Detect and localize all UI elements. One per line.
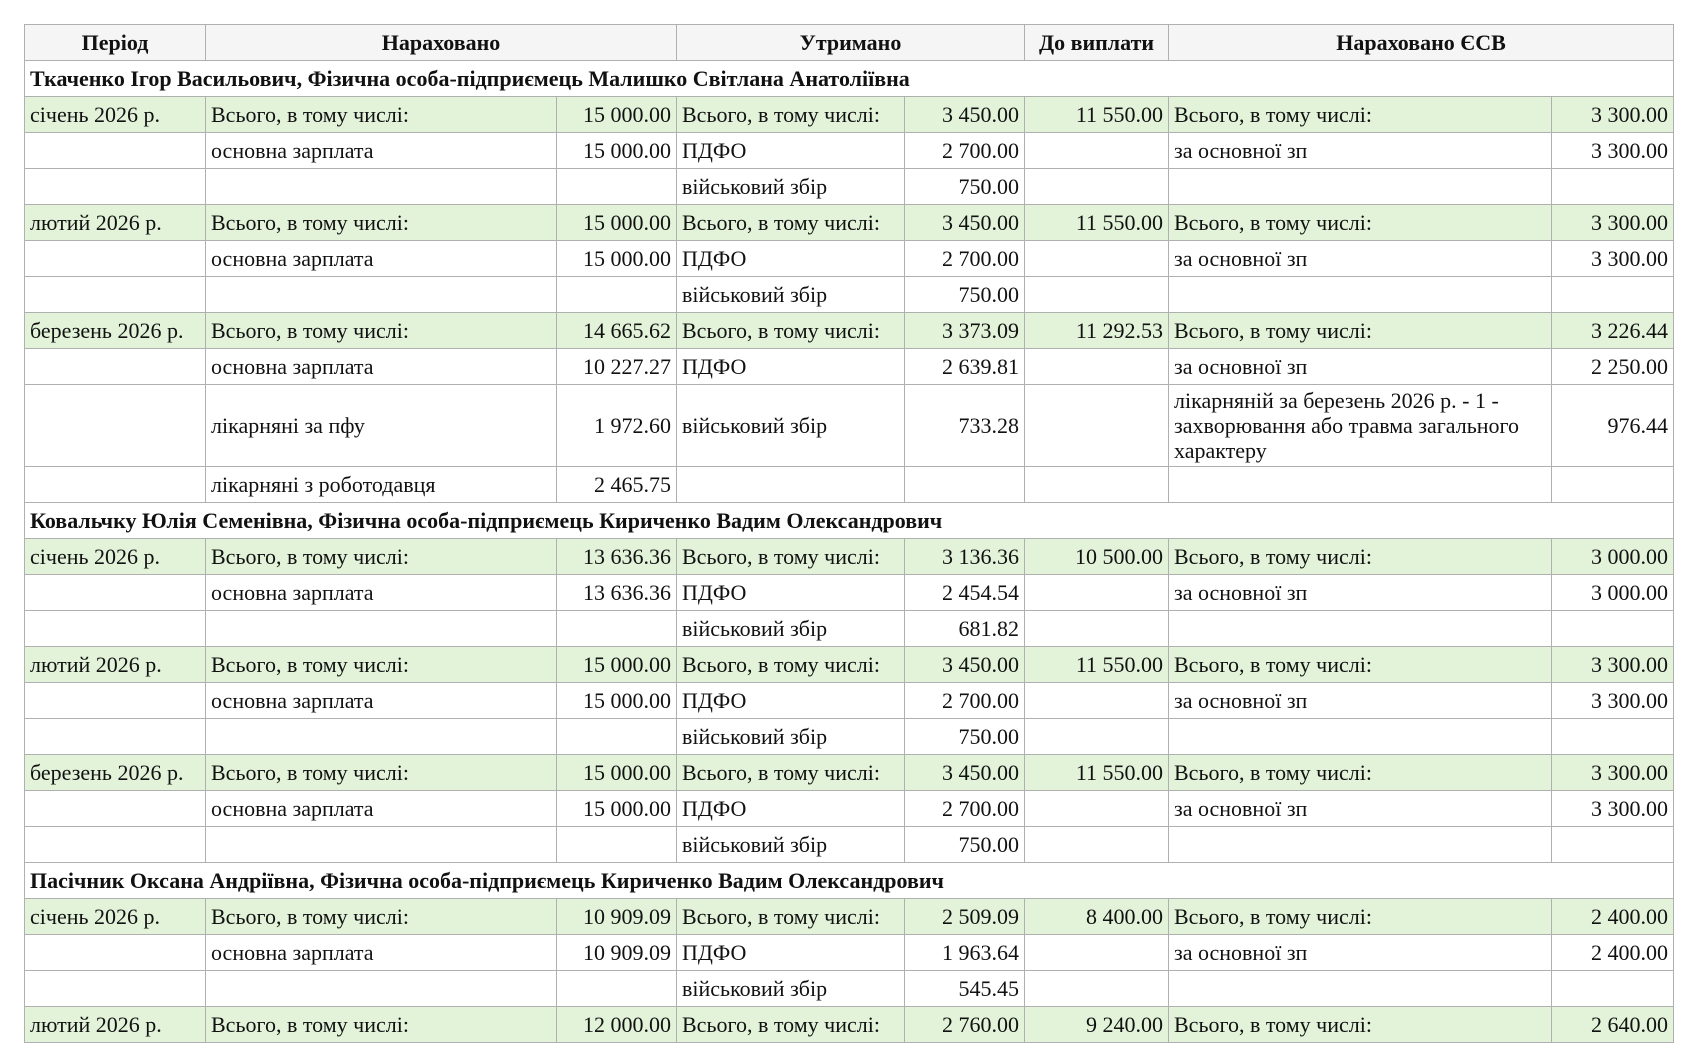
withheld-label: ПДФО <box>677 683 905 719</box>
period-cell <box>25 277 206 313</box>
withheld-amount: 3 450.00 <box>905 97 1025 133</box>
esv-amount: 976.44 <box>1552 385 1674 467</box>
withheld-amount: 2 639.81 <box>905 349 1025 385</box>
withheld-amount: 2 509.09 <box>905 899 1025 935</box>
accrued-label: основна зарплата <box>206 575 557 611</box>
accrued-amount: 15 000.00 <box>557 205 677 241</box>
period-cell: березень 2026 р. <box>25 755 206 791</box>
accrued-label: основна зарплата <box>206 133 557 169</box>
esv-label <box>1169 611 1552 647</box>
detail-row <box>25 169 1674 205</box>
withheld-amount: 2 700.00 <box>905 683 1025 719</box>
detail-row <box>25 791 1674 827</box>
accrued-amount: 15 000.00 <box>557 755 677 791</box>
to-pay-amount <box>1025 133 1169 169</box>
accrued-amount <box>557 827 677 863</box>
esv-label: лікарняній за березень 2026 р. - 1 - захворювання або травма загального характеру <box>1169 385 1552 467</box>
withheld-amount: 3 450.00 <box>905 755 1025 791</box>
period-cell: березень 2026 р. <box>25 313 206 349</box>
accrued-amount: 13 636.36 <box>557 575 677 611</box>
withheld-amount: 750.00 <box>905 277 1025 313</box>
withheld-label: ПДФО <box>677 935 905 971</box>
esv-amount: 3 300.00 <box>1552 755 1674 791</box>
esv-amount: 3 300.00 <box>1552 647 1674 683</box>
period-total-row <box>25 899 1674 935</box>
accrued-label: Всього, в тому числі: <box>206 205 557 241</box>
withheld-amount: 681.82 <box>905 611 1025 647</box>
accrued-amount <box>557 611 677 647</box>
accrued-label <box>206 827 557 863</box>
accrued-label: основна зарплата <box>206 241 557 277</box>
accrued-amount: 14 665.62 <box>557 313 677 349</box>
period-total-row <box>25 755 1674 791</box>
to-pay-amount <box>1025 575 1169 611</box>
withheld-amount: 750.00 <box>905 827 1025 863</box>
detail-row <box>25 467 1674 503</box>
esv-amount: 3 300.00 <box>1552 241 1674 277</box>
withheld-label: військовий збір <box>677 971 905 1007</box>
accrued-amount: 15 000.00 <box>557 647 677 683</box>
withheld-label: Всього, в тому числі: <box>677 1007 905 1043</box>
withheld-label: військовий збір <box>677 827 905 863</box>
accrued-amount <box>557 719 677 755</box>
to-pay-amount <box>1025 971 1169 1007</box>
withheld-label: військовий збір <box>677 385 905 467</box>
to-pay-amount <box>1025 611 1169 647</box>
detail-row <box>25 935 1674 971</box>
withheld-label: військовий збір <box>677 169 905 205</box>
period-cell <box>25 169 206 205</box>
withheld-amount: 2 454.54 <box>905 575 1025 611</box>
withheld-amount: 3 450.00 <box>905 647 1025 683</box>
withheld-label: Всього, в тому числі: <box>677 97 905 133</box>
accrued-amount: 15 000.00 <box>557 683 677 719</box>
accrued-label: Всього, в тому числі: <box>206 899 557 935</box>
esv-amount <box>1552 467 1674 503</box>
withheld-label: ПДФО <box>677 349 905 385</box>
withheld-label: ПДФО <box>677 575 905 611</box>
period-cell <box>25 971 206 1007</box>
accrued-amount <box>557 169 677 205</box>
detail-row <box>25 575 1674 611</box>
employee-name: Ткаченко Ігор Васильович, Фізична особа-підприємець Малишко Світлана Анатоліївна <box>25 61 1674 97</box>
esv-label: за основної зп <box>1169 241 1552 277</box>
period-total-row <box>25 647 1674 683</box>
col-header-esv: Нараховано ЄСВ <box>1169 25 1674 61</box>
period-cell <box>25 791 206 827</box>
accrued-amount: 15 000.00 <box>557 97 677 133</box>
period-cell <box>25 467 206 503</box>
to-pay-amount <box>1025 467 1169 503</box>
to-pay-amount: 11 292.53 <box>1025 313 1169 349</box>
withheld-amount: 2 700.00 <box>905 791 1025 827</box>
table-body <box>25 61 1674 1043</box>
withheld-label <box>677 467 905 503</box>
col-header-accrued: Нараховано <box>206 25 677 61</box>
detail-row <box>25 827 1674 863</box>
employee-row <box>25 863 1674 899</box>
to-pay-amount: 9 240.00 <box>1025 1007 1169 1043</box>
period-total-row <box>25 313 1674 349</box>
esv-amount: 3 300.00 <box>1552 683 1674 719</box>
accrued-amount <box>557 277 677 313</box>
withheld-label: Всього, в тому числі: <box>677 205 905 241</box>
accrued-label: Всього, в тому числі: <box>206 97 557 133</box>
detail-row <box>25 277 1674 313</box>
period-cell <box>25 827 206 863</box>
withheld-label: Всього, в тому числі: <box>677 755 905 791</box>
esv-amount: 3 300.00 <box>1552 97 1674 133</box>
accrued-amount: 13 636.36 <box>557 539 677 575</box>
accrued-label: Всього, в тому числі: <box>206 539 557 575</box>
accrued-amount: 12 000.00 <box>557 1007 677 1043</box>
to-pay-amount: 10 500.00 <box>1025 539 1169 575</box>
to-pay-amount <box>1025 241 1169 277</box>
esv-amount <box>1552 971 1674 1007</box>
withheld-label: Всього, в тому числі: <box>677 539 905 575</box>
withheld-amount: 2 760.00 <box>905 1007 1025 1043</box>
period-cell: січень 2026 р. <box>25 539 206 575</box>
esv-amount: 3 000.00 <box>1552 575 1674 611</box>
to-pay-amount: 8 400.00 <box>1025 899 1169 935</box>
withheld-label: військовий збір <box>677 611 905 647</box>
withheld-amount: 545.45 <box>905 971 1025 1007</box>
to-pay-amount <box>1025 169 1169 205</box>
accrued-label <box>206 719 557 755</box>
esv-label <box>1169 169 1552 205</box>
withheld-amount: 750.00 <box>905 719 1025 755</box>
detail-row <box>25 719 1674 755</box>
period-cell: лютий 2026 р. <box>25 205 206 241</box>
period-cell <box>25 241 206 277</box>
period-cell <box>25 133 206 169</box>
period-total-row <box>25 1007 1674 1043</box>
withheld-amount: 3 373.09 <box>905 313 1025 349</box>
esv-amount: 2 640.00 <box>1552 1007 1674 1043</box>
withheld-amount: 1 963.64 <box>905 935 1025 971</box>
esv-label: Всього, в тому числі: <box>1169 205 1552 241</box>
accrued-label <box>206 169 557 205</box>
withheld-amount <box>905 467 1025 503</box>
detail-row <box>25 241 1674 277</box>
withheld-amount: 733.28 <box>905 385 1025 467</box>
to-pay-amount <box>1025 683 1169 719</box>
esv-label <box>1169 467 1552 503</box>
to-pay-amount <box>1025 719 1169 755</box>
esv-label: Всього, в тому числі: <box>1169 755 1552 791</box>
table-header-row <box>25 25 1674 61</box>
detail-row <box>25 683 1674 719</box>
esv-label <box>1169 827 1552 863</box>
to-pay-amount <box>1025 827 1169 863</box>
esv-amount <box>1552 827 1674 863</box>
accrued-label <box>206 277 557 313</box>
esv-label <box>1169 971 1552 1007</box>
period-cell <box>25 575 206 611</box>
accrued-label: основна зарплата <box>206 791 557 827</box>
esv-amount: 3 300.00 <box>1552 205 1674 241</box>
esv-label: Всього, в тому числі: <box>1169 539 1552 575</box>
accrued-amount: 15 000.00 <box>557 241 677 277</box>
esv-label: Всього, в тому числі: <box>1169 97 1552 133</box>
withheld-amount: 750.00 <box>905 169 1025 205</box>
accrued-amount: 10 909.09 <box>557 899 677 935</box>
accrued-amount: 2 465.75 <box>557 467 677 503</box>
esv-label: за основної зп <box>1169 935 1552 971</box>
esv-amount <box>1552 277 1674 313</box>
period-cell <box>25 935 206 971</box>
accrued-label: Всього, в тому числі: <box>206 647 557 683</box>
withheld-label: ПДФО <box>677 791 905 827</box>
accrued-label: основна зарплата <box>206 935 557 971</box>
period-cell <box>25 385 206 467</box>
period-cell <box>25 719 206 755</box>
to-pay-amount <box>1025 791 1169 827</box>
accrued-label: Всього, в тому числі: <box>206 755 557 791</box>
accrued-label: Всього, в тому числі: <box>206 313 557 349</box>
period-cell <box>25 611 206 647</box>
esv-label: Всього, в тому числі: <box>1169 899 1552 935</box>
period-total-row <box>25 97 1674 133</box>
accrued-label: лікарняні з роботодавця <box>206 467 557 503</box>
detail-row <box>25 971 1674 1007</box>
esv-amount <box>1552 169 1674 205</box>
withheld-amount: 2 700.00 <box>905 241 1025 277</box>
period-cell: січень 2026 р. <box>25 899 206 935</box>
esv-amount: 3 300.00 <box>1552 133 1674 169</box>
to-pay-amount <box>1025 349 1169 385</box>
col-header-period: Період <box>25 25 206 61</box>
accrued-label: Всього, в тому числі: <box>206 1007 557 1043</box>
accrued-amount: 1 972.60 <box>557 385 677 467</box>
accrued-amount: 10 227.27 <box>557 349 677 385</box>
employee-name: Пасічник Оксана Андріївна, Фізична особа-підприємець Кириченко Вадим Олександрович <box>25 863 1674 899</box>
detail-row <box>25 349 1674 385</box>
period-cell <box>25 683 206 719</box>
to-pay-amount: 11 550.00 <box>1025 97 1169 133</box>
employee-row <box>25 61 1674 97</box>
accrued-label: основна зарплата <box>206 683 557 719</box>
withheld-amount: 3 136.36 <box>905 539 1025 575</box>
period-cell: лютий 2026 р. <box>25 647 206 683</box>
employee-row <box>25 503 1674 539</box>
accrued-amount: 10 909.09 <box>557 935 677 971</box>
esv-amount: 3 000.00 <box>1552 539 1674 575</box>
period-cell <box>25 349 206 385</box>
accrued-label: основна зарплата <box>206 349 557 385</box>
col-header-withheld: Утримано <box>677 25 1025 61</box>
esv-label: за основної зп <box>1169 683 1552 719</box>
detail-row <box>25 133 1674 169</box>
to-pay-amount: 11 550.00 <box>1025 647 1169 683</box>
to-pay-amount <box>1025 277 1169 313</box>
esv-amount: 2 250.00 <box>1552 349 1674 385</box>
withheld-amount: 3 450.00 <box>905 205 1025 241</box>
esv-amount: 3 226.44 <box>1552 313 1674 349</box>
withheld-label: Всього, в тому числі: <box>677 647 905 683</box>
to-pay-amount: 11 550.00 <box>1025 205 1169 241</box>
period-total-row <box>25 539 1674 575</box>
esv-amount: 2 400.00 <box>1552 935 1674 971</box>
detail-row <box>25 611 1674 647</box>
accrued-amount: 15 000.00 <box>557 133 677 169</box>
esv-label <box>1169 277 1552 313</box>
withheld-label: Всього, в тому числі: <box>677 899 905 935</box>
period-total-row <box>25 205 1674 241</box>
esv-label: за основної зп <box>1169 133 1552 169</box>
payroll-table <box>24 24 1674 1043</box>
withheld-label: Всього, в тому числі: <box>677 313 905 349</box>
withheld-label: військовий збір <box>677 277 905 313</box>
accrued-label <box>206 971 557 1007</box>
withheld-label: військовий збір <box>677 719 905 755</box>
esv-label: за основної зп <box>1169 791 1552 827</box>
to-pay-amount <box>1025 385 1169 467</box>
esv-label: Всього, в тому числі: <box>1169 647 1552 683</box>
accrued-label: лікарняні за пфу <box>206 385 557 467</box>
accrued-amount <box>557 971 677 1007</box>
to-pay-amount <box>1025 935 1169 971</box>
to-pay-amount: 11 550.00 <box>1025 755 1169 791</box>
period-cell: січень 2026 р. <box>25 97 206 133</box>
col-header-to-pay: До виплати <box>1025 25 1169 61</box>
esv-amount <box>1552 719 1674 755</box>
esv-amount: 3 300.00 <box>1552 791 1674 827</box>
withheld-label: ПДФО <box>677 241 905 277</box>
esv-amount <box>1552 611 1674 647</box>
esv-label: Всього, в тому числі: <box>1169 1007 1552 1043</box>
esv-label <box>1169 719 1552 755</box>
esv-label: за основної зп <box>1169 349 1552 385</box>
withheld-amount: 2 700.00 <box>905 133 1025 169</box>
esv-label: за основної зп <box>1169 575 1552 611</box>
withheld-label: ПДФО <box>677 133 905 169</box>
esv-amount: 2 400.00 <box>1552 899 1674 935</box>
esv-label: Всього, в тому числі: <box>1169 313 1552 349</box>
employee-name: Ковальчку Юлія Семенівна, Фізична особа-підприємець Кириченко Вадим Олександрович <box>25 503 1674 539</box>
accrued-label <box>206 611 557 647</box>
period-cell: лютий 2026 р. <box>25 1007 206 1043</box>
accrued-amount: 15 000.00 <box>557 791 677 827</box>
detail-row <box>25 385 1674 467</box>
payroll-report <box>24 24 1674 1043</box>
